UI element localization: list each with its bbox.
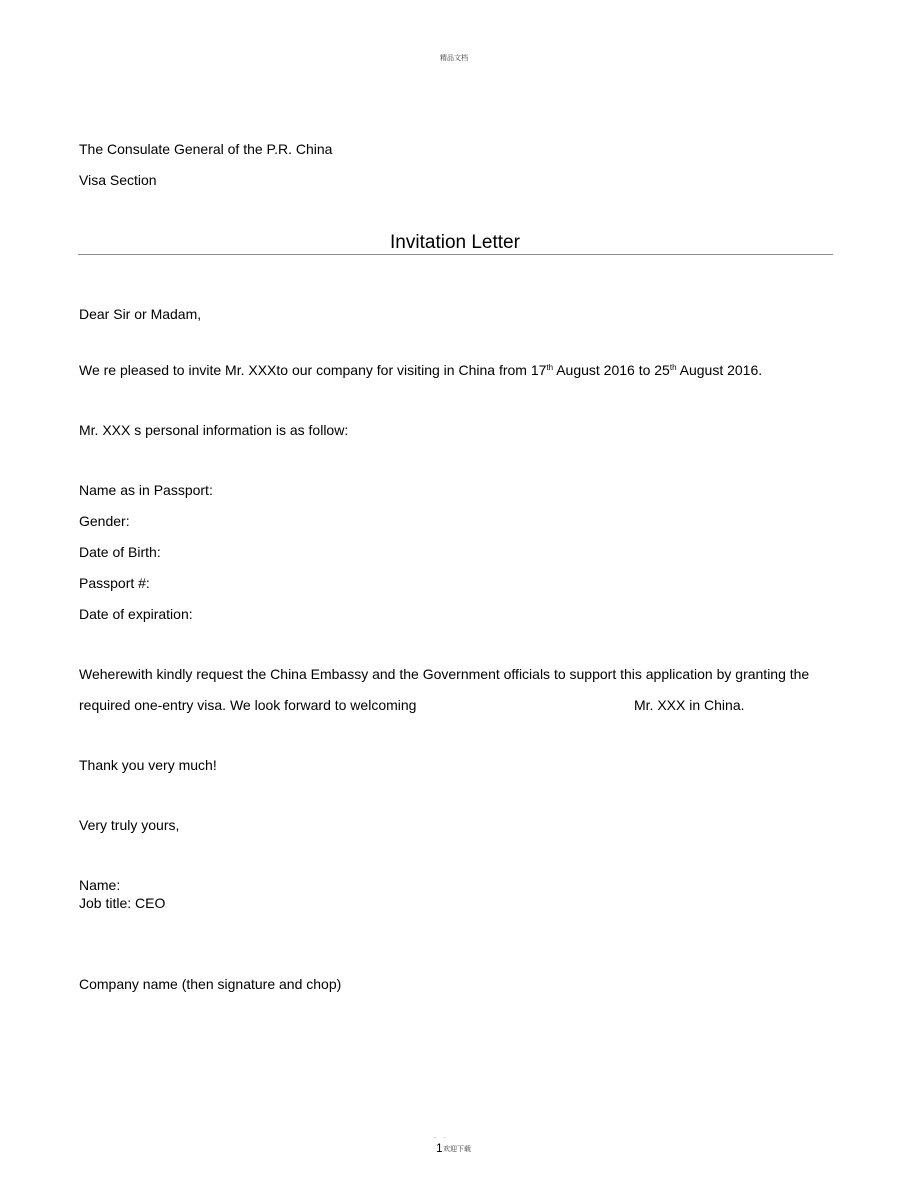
salutation: Dear Sir or Madam, [79, 306, 202, 322]
invitation-text-1: We re pleased to invite Mr. XXXto our company for visiting in China from 17 [79, 362, 547, 378]
field-passport-number: Passport #: [79, 575, 150, 591]
invitation-paragraph [79, 362, 762, 379]
page-number: 1 [436, 1141, 443, 1155]
field-gender: Gender: [79, 513, 130, 529]
footer-dots: . . [434, 1133, 449, 1140]
field-date-of-birth: Date of Birth: [79, 544, 161, 560]
title-underline [78, 254, 833, 255]
signature-company: Company name (then signature and chop) [79, 976, 342, 992]
personal-info-intro: Mr. XXX s personal information is as follow: [79, 422, 349, 438]
signature-name: Name: [79, 877, 121, 893]
closing-line: Very truly yours, [79, 817, 180, 833]
recipient-line-2: Visa Section [79, 172, 157, 188]
footer-text: 欢迎下载 [443, 1145, 471, 1153]
request-line-2b: Mr. XXX in China. [634, 697, 745, 713]
request-line-2a: required one-entry visa. We look forward to welcoming [79, 697, 417, 713]
recipient-line-1: The Consulate General of the P.R. China [79, 141, 333, 157]
thanks-line: Thank you very much! [79, 757, 217, 773]
ordinal-suffix-1: th [546, 363, 554, 372]
header-watermark: 精品文档 [440, 54, 468, 62]
field-date-of-expiration: Date of expiration: [79, 606, 193, 622]
letter-title: Invitation Letter [390, 232, 520, 253]
invitation-text-3: August 2016. [676, 362, 763, 378]
field-name-in-passport: Name as in Passport: [79, 482, 213, 498]
signature-job-title: Job title: CEO [79, 895, 166, 911]
invitation-text-2: August 2016 to 25 [553, 362, 670, 378]
request-line-1: Weherewith kindly request the China Embassy and the Government officials to support this application by granting the [79, 666, 810, 682]
ordinal-suffix-2: th [669, 363, 677, 372]
